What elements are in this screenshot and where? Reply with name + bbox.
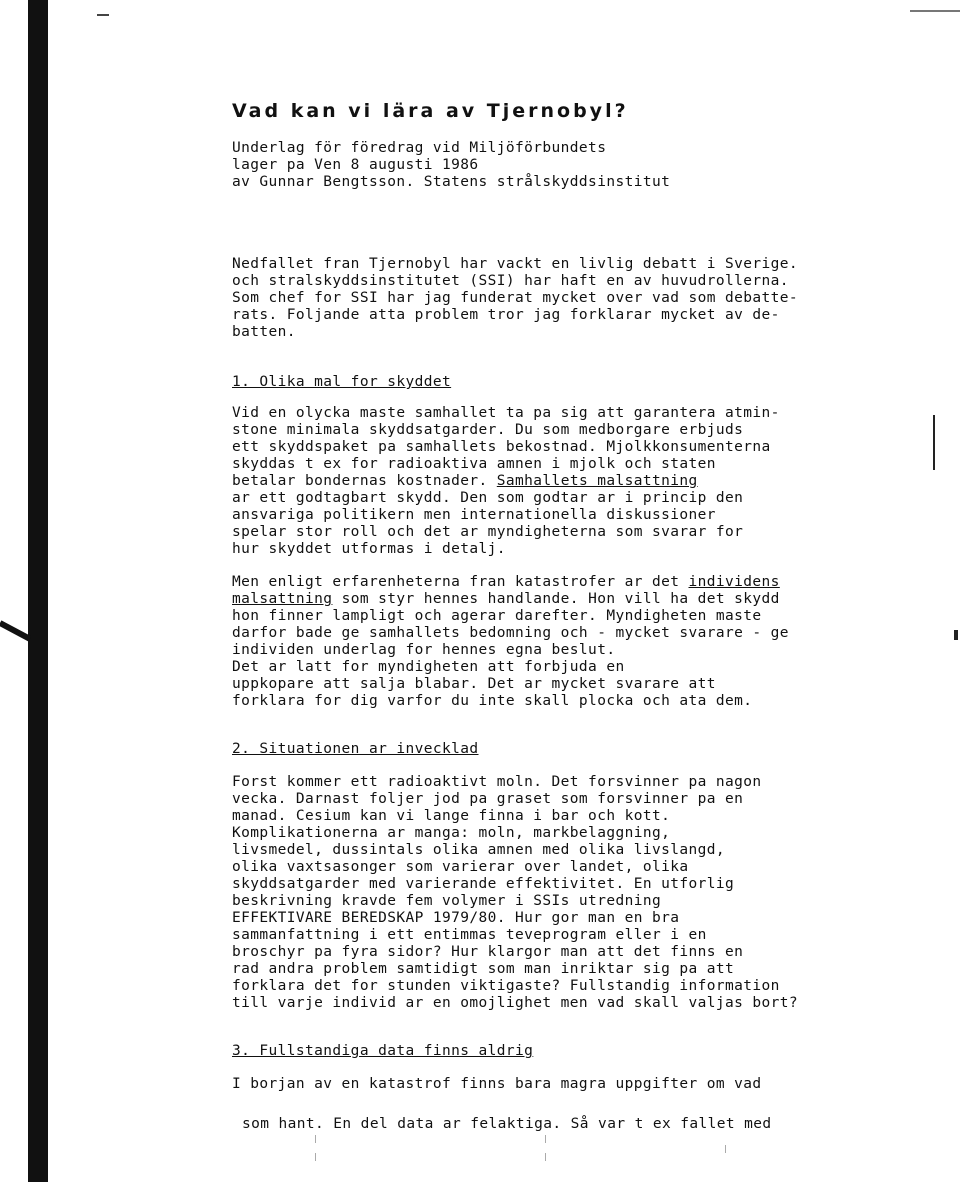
paragraph-line: livsmedel, dussintals olika amnen med olika livslangd, <box>232 842 726 858</box>
paragraph-line: batten. <box>232 324 296 340</box>
section-heading-1: 1. Olika mal for skyddet <box>232 374 452 390</box>
intro-line: av Gunnar Bengtsson. Statens strålskyddsinstitut <box>232 174 671 190</box>
paragraph-line: Komplikationerna ar manga: moln, markbelaggning, <box>232 825 671 841</box>
paragraph-line: individen underlag for hennes egna beslut. <box>232 642 616 658</box>
paragraph-line: forklara for dig varfor du inte skall plocka och ata dem. <box>232 693 753 709</box>
paragraph-line: rats. Foljande atta problem tror jag forklarar mycket av de- <box>232 307 780 323</box>
paragraph-line <box>232 591 780 608</box>
paragraph-line: forklara det for stunden viktigaste? Fullstandig information <box>232 978 780 994</box>
scan-artifact-dots <box>315 1135 735 1165</box>
paragraph-line: hur skyddet utformas i detalj. <box>232 541 506 557</box>
paragraph-line: stone minimala skyddsatgarder. Du som medborgare erbjuds <box>232 422 744 438</box>
scan-mark <box>933 415 935 470</box>
paragraph-line: Som chef for SSI har jag funderat mycket over vad som debatte- <box>232 290 799 306</box>
section-heading-2: 2. Situationen ar invecklad <box>232 741 479 757</box>
paragraph-line: sammanfattning i ett entimmas teveprogram eller i en <box>232 927 707 943</box>
paragraph-line: till varje individ ar en omojlighet men vad skall valjas bort? <box>232 995 799 1011</box>
scan-mark <box>97 14 109 16</box>
intro-line: Underlag för föredrag vid Miljöförbundets <box>232 140 607 156</box>
paragraph-line: ett skyddspaket pa samhallets bekostnad. Mjolkkonsumenterna <box>232 439 771 455</box>
paragraph-line: Vid en olycka maste samhallet ta pa sig att garantera atmin- <box>232 405 780 421</box>
paragraph-line: skyddas t ex for radioaktiva amnen i mjolk och staten <box>232 456 716 472</box>
paragraph-line <box>232 473 698 490</box>
paragraph-line: olika vaxtsasonger som varierar over landet, olika <box>232 859 689 875</box>
paragraph-text: betalar bondernas kostnader. <box>232 473 488 489</box>
paragraph-text: Men enligt erfarenheterna fran katastrofer ar det <box>232 574 689 590</box>
paragraph-line: beskrivning kravde fem volymer i SSIs utredning <box>232 893 662 909</box>
paragraph-line: och stralskyddsinstitutet (SSI) har haft en av huvudrollerna. <box>232 273 789 289</box>
paragraph-line: darfor bade ge samhallets bedomning och - mycket svarare - ge <box>232 625 789 641</box>
paragraph-line: som hant. En del data ar felaktiga. Så var t ex fallet med <box>242 1116 772 1132</box>
paragraph-line: ar ett godtagbart skydd. Den som godtar ar i princip den <box>232 490 744 506</box>
paragraph-line: spelar stor roll och det ar myndigheterna som svarar for <box>232 524 744 540</box>
paragraph-line: hon finner lampligt och agerar darefter. Myndigheten maste <box>232 608 762 624</box>
paragraph-line: vecka. Darnast foljer jod pa graset som forsvinner pa en <box>232 791 744 807</box>
underlined-phrase: Samhallets malsattning <box>496 473 698 489</box>
paragraph-line: EFFEKTIVARE BEREDSKAP 1979/80. Hur gor man en bra <box>232 910 680 926</box>
underlined-phrase: individens <box>688 574 780 590</box>
paragraph-line: uppkopare att salja blabar. Det ar mycket svarare att <box>232 676 716 692</box>
underlined-phrase: malsattning <box>232 591 333 607</box>
paragraph-line: Det ar latt for myndigheten att forbjuda en <box>232 659 625 675</box>
scan-mark <box>910 10 960 12</box>
document-title: Vad kan vi lära av Tjernobyl? <box>232 100 629 122</box>
paragraph-line: manad. Cesium kan vi lange finna i bar och kott. <box>232 808 671 824</box>
paragraph-line: skyddsatgarder med varierande effektivitet. En utforlig <box>232 876 735 892</box>
paragraph-line <box>232 574 780 591</box>
paragraph-text: som styr hennes handlande. Hon vill ha det skydd <box>332 591 780 607</box>
paragraph-line: Nedfallet fran Tjernobyl har vackt en livlig debatt i Sverige. <box>232 256 799 272</box>
paragraph-line: ansvariga politikern men internationella diskussioner <box>232 507 716 523</box>
scan-fold-mark <box>0 620 31 641</box>
paragraph-line: broschyr pa fyra sidor? Hur klargor man att det finns en <box>232 944 744 960</box>
scan-mark <box>954 630 958 640</box>
section-heading-3: 3. Fullstandiga data finns aldrig <box>232 1043 534 1059</box>
intro-line: lager pa Ven 8 augusti 1986 <box>232 157 479 173</box>
paragraph-line: Forst kommer ett radioaktivt moln. Det forsvinner pa nagon <box>232 774 762 790</box>
paragraph-line: rad andra problem samtidigt som man inriktar sig pa att <box>232 961 735 977</box>
scan-binding-edge <box>28 0 48 1182</box>
paragraph-line: I borjan av en katastrof finns bara magra uppgifter om vad <box>232 1076 762 1092</box>
